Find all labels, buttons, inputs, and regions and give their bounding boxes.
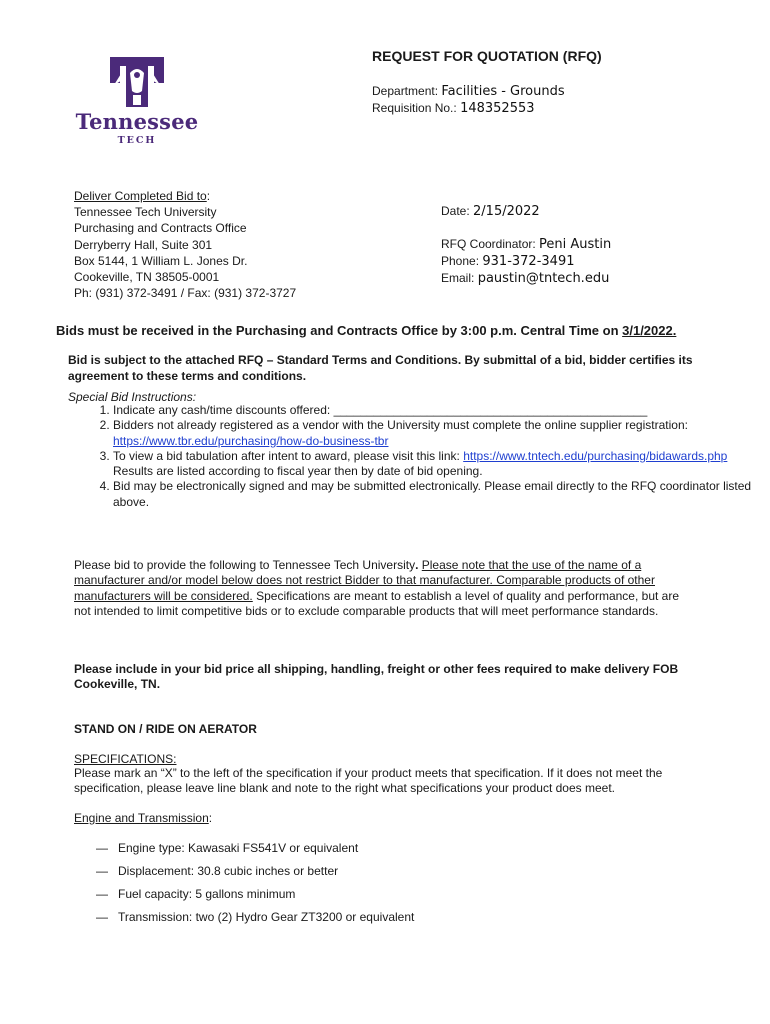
coordinator-label: RFQ Coordinator: — [441, 237, 536, 251]
engine-heading — [74, 811, 212, 825]
provide-intro: Please bid to provide the following to Tennessee Tech University — [74, 558, 416, 572]
provide-intro-period: . — [415, 558, 422, 572]
instructions-list — [68, 403, 753, 510]
department-label: Department: — [372, 84, 439, 98]
item-title: STAND ON / RIDE ON AERATOR — [74, 722, 257, 736]
spec-item-transmission[interactable] — [96, 910, 414, 924]
deliver-address-block — [74, 188, 296, 301]
page-title: REQUEST FOR QUOTATION (RFQ) — [372, 48, 602, 64]
eagle-t-icon — [66, 55, 208, 109]
provide-underlined: Please note that the use of the name of a manufacturer and/or model below does not restrict Bidder to that manufacturer. Comparable products of other manufacturers will be considered. — [74, 558, 655, 603]
instruction-3-after: Results are listed according to fiscal year then by date of bid opening. — [113, 464, 483, 479]
spec-item-displacement[interactable] — [96, 864, 338, 878]
list-item — [113, 418, 753, 449]
address-line: Purchasing and Contracts Office — [74, 221, 247, 236]
spec-dash: — — [96, 887, 108, 901]
deadline-date: 3/1/2022. — [622, 323, 677, 338]
instruction-1-text: Indicate any cash/time discounts offered: _______________________________________________ — [113, 403, 648, 417]
engine-heading-colon: : — [208, 811, 213, 825]
list-item — [113, 449, 753, 480]
special-instructions-label: Special Bid Instructions: — [68, 390, 197, 404]
instruction-2-text: Bidders not already registered as a vendor with the University must complete the online supplier registration: — [113, 418, 688, 433]
spec-item-text: Displacement: 30.8 cubic inches or better — [118, 864, 339, 878]
email-value[interactable]: paustin@tntech.edu — [477, 271, 610, 286]
instruction-3-text: To view a bid tabulation after intent to award, please visit this link: — [113, 448, 464, 463]
date-line — [441, 204, 540, 219]
shipping-statement: Please include in your bid price all shipping, handling, freight or other fees required to make delivery FOB Cookeville, TN. — [74, 662, 679, 692]
department-value[interactable]: Facilities - Grounds — [441, 84, 565, 99]
instruction-4-text: Bid may be electronically signed and may be submitted electronically. Please email directly to the RFQ coordinator listed above. — [113, 479, 752, 509]
spec-item-text: Transmission: two (2) Hydro Gear ZT3200 or equivalent — [118, 910, 415, 924]
requisition-value[interactable]: 148352553 — [460, 101, 535, 116]
specifications-instructions: Please mark an “X” to the left of the specification if your product meets that specification. If it does not meet the specification, please leave line blank and note to the right what specifications your product does meet. — [74, 766, 663, 796]
spec-dash: — — [96, 841, 108, 855]
date-value[interactable]: 2/15/2022 — [473, 204, 540, 219]
deliver-label-colon: : — [206, 189, 211, 203]
spec-item-engine[interactable] — [96, 841, 358, 855]
list-item — [113, 403, 753, 418]
coordinator-line — [441, 237, 611, 252]
address-line: Ph: (931) 372-3491 / Fax: (931) 372-3727 — [74, 286, 297, 301]
terms-statement: Bid is subject to the attached RFQ – Standard Terms and Conditions. By submittal of a bid, bidder certifies its agreement to these terms and conditions. — [68, 353, 693, 383]
spec-item-fuel[interactable] — [96, 887, 295, 901]
coordinator-value[interactable]: Peni Austin — [539, 237, 612, 252]
deadline-text: Bids must be received in the Purchasing and Contracts Office by 3:00 p.m. Central Time on — [56, 323, 623, 338]
requisition-label: Requisition No.: — [372, 101, 457, 115]
provide-rest: Specifications are meant to establish a level of quality and performance, but are not intended to limit competitive bids or to exclude comparable products that will meet performance standards. — [74, 588, 680, 618]
phone-value[interactable]: 931-372-3491 — [482, 254, 575, 269]
list-item — [113, 479, 753, 510]
address-line: Tennessee Tech University — [74, 205, 217, 220]
specifications-label: SPECIFICATIONS: — [74, 752, 177, 766]
phone-line — [441, 254, 574, 269]
provide-paragraph — [74, 558, 699, 619]
spec-dash: — — [96, 910, 108, 924]
bid-deadline — [56, 323, 756, 338]
engine-heading-text: Engine and Transmission — [74, 811, 209, 825]
logo-wordmark: Tennessee — [75, 109, 199, 134]
spec-dash: — — [96, 864, 108, 878]
department-line — [372, 84, 565, 99]
address-line: Cookeville, TN 38505-0001 — [74, 270, 220, 285]
tennessee-tech-logo — [66, 55, 208, 150]
spec-item-text: Fuel capacity: 5 gallons minimum — [118, 887, 296, 901]
address-line: Derryberry Hall, Suite 301 — [74, 237, 213, 252]
address-line: Box 5144, 1 William L. Jones Dr. — [74, 253, 248, 268]
email-line — [441, 271, 609, 286]
registration-link[interactable]: https://www.tbr.edu/purchasing/how-do-business-tbr — [113, 433, 389, 448]
date-label: Date: — [441, 204, 470, 218]
phone-label: Phone: — [441, 254, 480, 268]
bid-awards-link[interactable]: https://www.tntech.edu/purchasing/bidawards.php — [463, 448, 728, 463]
logo-subtitle: TECH — [117, 135, 157, 146]
spec-item-text: Engine type: Kawasaki FS541V or equivalent — [118, 841, 359, 855]
requisition-line — [372, 101, 535, 116]
deliver-label: Deliver Completed Bid to — [74, 189, 207, 203]
email-label: Email: — [441, 271, 475, 285]
